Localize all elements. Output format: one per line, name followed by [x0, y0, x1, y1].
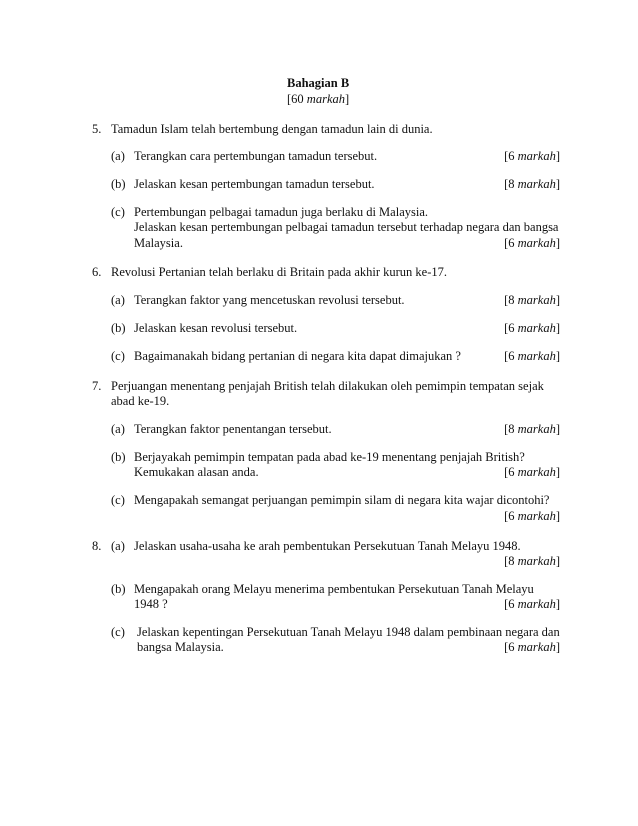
- q7c-label: (c): [111, 493, 125, 507]
- q6a-marks: [8 markah]: [504, 293, 560, 307]
- q7b-text-line-1: Berjayakah pemimpin tempatan pada abad ke-19 menentang penjajah British?: [134, 450, 525, 464]
- question-7-stem-line-1: Perjuangan menentang penjajah British telah dilakukan oleh pemimpin tempatan sejak: [111, 379, 544, 393]
- question-6-stem: Revolusi Pertanian telah berlaku di Britain pada akhir kurun ke-17.: [111, 265, 448, 279]
- q5c-text-line-1: Pertembungan pelbagai tamadun juga berlaku di Malaysia.: [134, 205, 429, 219]
- q6a-text: Terangkan faktor yang mencetuskan revolusi tersebut.: [134, 293, 405, 307]
- q8b-text-line-1: Mengapakah orang Melayu menerima pembentukan Persekutuan Tanah Melayu: [134, 582, 534, 596]
- question-number-8: 8.: [92, 539, 102, 553]
- q5a-label: (a): [111, 149, 125, 163]
- q7b-marks: [6 markah]: [504, 465, 560, 479]
- q5c-label: (c): [111, 205, 125, 219]
- question-5-stem: Tamadun Islam telah bertembung dengan tamadun lain di dunia.: [111, 122, 433, 136]
- q6b-label: (b): [111, 321, 126, 335]
- q8b-text-line-2: 1948 ?: [134, 597, 168, 611]
- q6c-text: Bagaimanakah bidang pertanian di negara kita dapat dimajukan ?: [134, 349, 461, 363]
- q5b-label: (b): [111, 177, 126, 191]
- q5a-text: Terangkan cara pertembungan tamadun tersebut.: [134, 149, 378, 163]
- q8a-marks: [8 markah]: [504, 554, 560, 568]
- q6c-label: (c): [111, 349, 125, 363]
- q8a-label: (a): [111, 539, 125, 553]
- q7b-label: (b): [111, 450, 126, 464]
- q6a-label: (a): [111, 293, 125, 307]
- q6b-marks: [6 markah]: [504, 321, 560, 335]
- q5c-marks: [6 markah]: [504, 236, 560, 250]
- q5b-marks: [8 markah]: [504, 177, 560, 191]
- question-7-stem-line-2: abad ke-19.: [111, 394, 170, 408]
- q8b-label: (b): [111, 582, 126, 596]
- section-total-marks: [60 markah]: [287, 92, 350, 106]
- q8a-text: Jelaskan usaha-usaha ke arah pembentukan Persekutuan Tanah Melayu 1948.: [134, 539, 521, 553]
- q6b-text: Jelaskan kesan revolusi tersebut.: [134, 321, 298, 335]
- question-number-6: 6.: [92, 265, 102, 279]
- q7c-marks: [6 markah]: [504, 509, 560, 523]
- q7a-label: (a): [111, 422, 125, 436]
- q6c-marks: [6 markah]: [504, 349, 560, 363]
- q7a-marks: [8 markah]: [504, 422, 560, 436]
- q8c-marks: [6 markah]: [504, 640, 560, 654]
- q7c-text: Mengapakah semangat perjuangan pemimpin silam di negara kita wajar dicontohi?: [134, 493, 550, 507]
- q7b-text-line-2: Kemukakan alasan anda.: [134, 465, 259, 479]
- section-title: Bahagian B: [287, 76, 350, 90]
- q8c-text-line-2: bangsa Malaysia.: [137, 640, 224, 654]
- q8c-label: (c): [111, 625, 125, 639]
- q5c-text-line-3: Malaysia.: [134, 236, 183, 250]
- q5c-text-line-2: Jelaskan kesan pertembungan pelbagai tamadun tersebut terhadap negara dan bangsa: [134, 220, 559, 234]
- q8c-text-line-1: Jelaskan kepentingan Persekutuan Tanah Melayu 1948 dalam pembinaan negara dan: [137, 625, 560, 639]
- question-number-7: 7.: [92, 379, 102, 393]
- q5b-text: Jelaskan kesan pertembungan tamadun tersebut.: [134, 177, 375, 191]
- q5a-marks: [6 markah]: [504, 149, 560, 163]
- question-number-5: 5.: [92, 122, 102, 136]
- q7a-text: Terangkan faktor penentangan tersebut.: [134, 422, 332, 436]
- q8b-marks: [6 markah]: [504, 597, 560, 611]
